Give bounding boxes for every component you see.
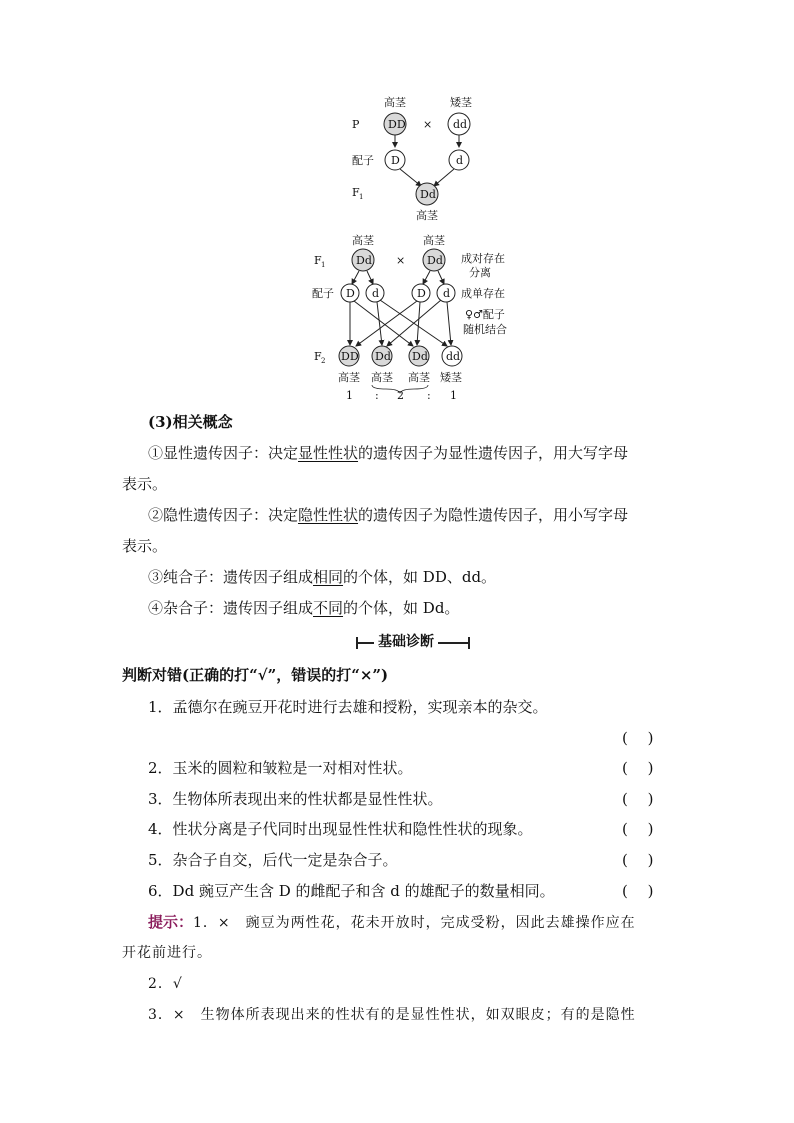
section-title: 基础诊断 xyxy=(374,632,438,652)
p-tall-label: 高茎 xyxy=(384,96,406,109)
answer-paren-6[interactable]: ( ) xyxy=(622,882,654,900)
concept-3-text-b: 的个体，如 DD、dd。 xyxy=(343,568,497,586)
gamete-label-bottom: 配子 xyxy=(312,287,334,300)
f1-parent2-genotype: Dd xyxy=(427,254,443,267)
concept-3-text-a: ③纯合子：遗传因子组成 xyxy=(148,568,314,586)
question-3: 3．生物体所表现出来的性状都是显性性状。 xyxy=(148,790,443,808)
arrow-p2-d xyxy=(438,271,444,284)
p-cross-sign: × xyxy=(423,118,433,131)
f2-1: DD xyxy=(341,350,359,363)
answer-paren-1[interactable]: ( ) xyxy=(622,729,654,747)
p-dd-genotype: DD xyxy=(388,118,406,131)
note-gametes: ♀♂配子 xyxy=(465,308,505,321)
arrow-g1-f2-3 xyxy=(354,301,413,346)
note-single: 成单存在 xyxy=(461,287,505,300)
section-title-box xyxy=(356,633,470,653)
g1: D xyxy=(346,287,355,300)
arrow-p1-D xyxy=(352,271,359,284)
note-paired: 成对存在 xyxy=(461,252,505,265)
f2-pheno-2: 高茎 xyxy=(371,371,393,384)
f1-sub-bottom: 1 xyxy=(321,261,326,269)
tip-3: 3．× 生物体所表现出来的性状有的是显性性状，如双眼皮；有的是隐性 xyxy=(148,1007,636,1023)
answer-paren-5[interactable]: ( ) xyxy=(622,851,654,869)
concept-3-underlined: 相同 xyxy=(313,568,344,586)
concept-1-cont: 表示。 xyxy=(122,475,168,493)
f1-sub-top: 1 xyxy=(359,193,364,201)
question-5: 5．杂合子自交，后代一定是杂合子。 xyxy=(148,851,398,869)
f1-parent1-genotype: Dd xyxy=(356,254,372,267)
ratio-colon-2: : xyxy=(427,389,431,402)
f2-pheno-4: 矮茎 xyxy=(440,371,462,384)
f1-phenotype-top: 高茎 xyxy=(416,209,438,222)
f2-2: Dd xyxy=(375,350,391,363)
answer-paren-4[interactable]: ( ) xyxy=(622,820,654,838)
arrow-d-to-F1 xyxy=(434,169,454,186)
question-2: 2．玉米的圆粒和皱粒是一对相对性状。 xyxy=(148,759,413,777)
f2-pheno-1: 高茎 xyxy=(338,371,360,384)
f2-sub: 2 xyxy=(321,357,326,365)
f2-4: dd xyxy=(446,350,461,363)
concept-1-underlined: 显性性状 xyxy=(298,444,359,462)
section-title-left-cap xyxy=(356,637,358,649)
p-short-label: 矮茎 xyxy=(450,96,472,109)
concept-4-underlined: 不同 xyxy=(313,599,344,617)
note-separate: 分离 xyxy=(469,266,491,279)
f1-cross-sign: × xyxy=(396,254,406,267)
arrow-p1-d xyxy=(367,271,373,284)
f1-tall2: 高茎 xyxy=(423,234,445,247)
concept-1-text-b: 的遗传因子为显性遗传因子，用大写字母 xyxy=(358,444,629,462)
concepts-heading: (3)相关概念 xyxy=(148,413,233,431)
tip-2: 2．√ xyxy=(148,976,183,992)
f1-genotype-top: Dd xyxy=(420,188,436,201)
question-1: 1．孟德尔在豌豆开花时进行去雄和授粉，实现亲本的杂交。 xyxy=(148,698,548,716)
judge-intro: 判断对错(正确的打“√”，错误的打“×”) xyxy=(122,666,389,684)
ratio-2: 2 xyxy=(397,389,404,402)
g3: D xyxy=(417,287,426,300)
concept-2 xyxy=(148,504,628,526)
concept-4-text-a: ④杂合子：遗传因子组成 xyxy=(148,599,314,617)
p-label: P xyxy=(352,118,360,131)
gamete-d: d xyxy=(456,154,464,167)
note-random: 随机结合 xyxy=(463,323,507,336)
f1-label-bottom: F xyxy=(314,254,322,267)
f1-label-top: F xyxy=(352,186,360,199)
question-6: 6．Dd 豌豆产生含 D 的雌配子和含 d 的雄配子的数量相同。 xyxy=(148,882,555,900)
tip-1-text: 1．× 豌豆为两性花，花未开放时，完成受粉，因此去雄操作应在 xyxy=(193,915,636,931)
arrow-g3-f2-1 xyxy=(356,301,417,346)
concept-1-text-a: ①显性遗传因子：决定 xyxy=(148,444,299,462)
answer-paren-3[interactable]: ( ) xyxy=(622,790,654,808)
g2: d xyxy=(372,287,380,300)
arrow-g3-f2-3 xyxy=(417,302,420,345)
section-title-right-cap xyxy=(468,637,470,649)
f2-label: F xyxy=(314,350,322,363)
gamete-label-top: 配子 xyxy=(352,154,374,167)
arrow-p2-D xyxy=(423,271,430,284)
g4: d xyxy=(443,287,451,300)
concept-2-cont: 表示。 xyxy=(122,537,168,555)
concept-2-text-b: 的遗传因子为隐性遗传因子，用小写字母 xyxy=(358,506,629,524)
tip-1-cont: 开花前进行。 xyxy=(122,945,212,961)
tip-1 xyxy=(148,911,636,934)
concept-3 xyxy=(148,566,496,588)
tip-label: 提示： xyxy=(148,913,194,931)
gamete-D: D xyxy=(391,154,400,167)
arrow-g4-f2-4 xyxy=(447,302,451,345)
answer-paren-2[interactable]: ( ) xyxy=(622,759,654,777)
f1-tall1: 高茎 xyxy=(352,234,374,247)
p-rec-genotype: dd xyxy=(453,118,468,131)
ratio-3: 1 xyxy=(450,389,457,402)
concept-4-text-b: 的个体，如 Dd。 xyxy=(343,599,460,617)
f2-3: Dd xyxy=(412,350,428,363)
concept-2-text-a: ②隐性遗传因子：决定 xyxy=(148,506,299,524)
concept-4 xyxy=(148,597,459,619)
cross-diagram-svg xyxy=(300,92,530,402)
concept-1 xyxy=(148,442,628,464)
arrow-D-to-F1 xyxy=(400,169,421,186)
arrow-g2-f2-2 xyxy=(377,302,382,345)
ratio-colon-1: : xyxy=(375,389,379,402)
concept-2-underlined: 隐性性状 xyxy=(298,506,359,524)
ratio-1: 1 xyxy=(346,389,353,402)
genetic-cross-diagram xyxy=(300,92,530,402)
f2-pheno-3: 高茎 xyxy=(408,371,430,384)
question-4: 4．性状分离是子代同时出现显性性状和隐性性状的现象。 xyxy=(148,820,533,838)
arrow-g4-f2-2 xyxy=(387,300,441,346)
